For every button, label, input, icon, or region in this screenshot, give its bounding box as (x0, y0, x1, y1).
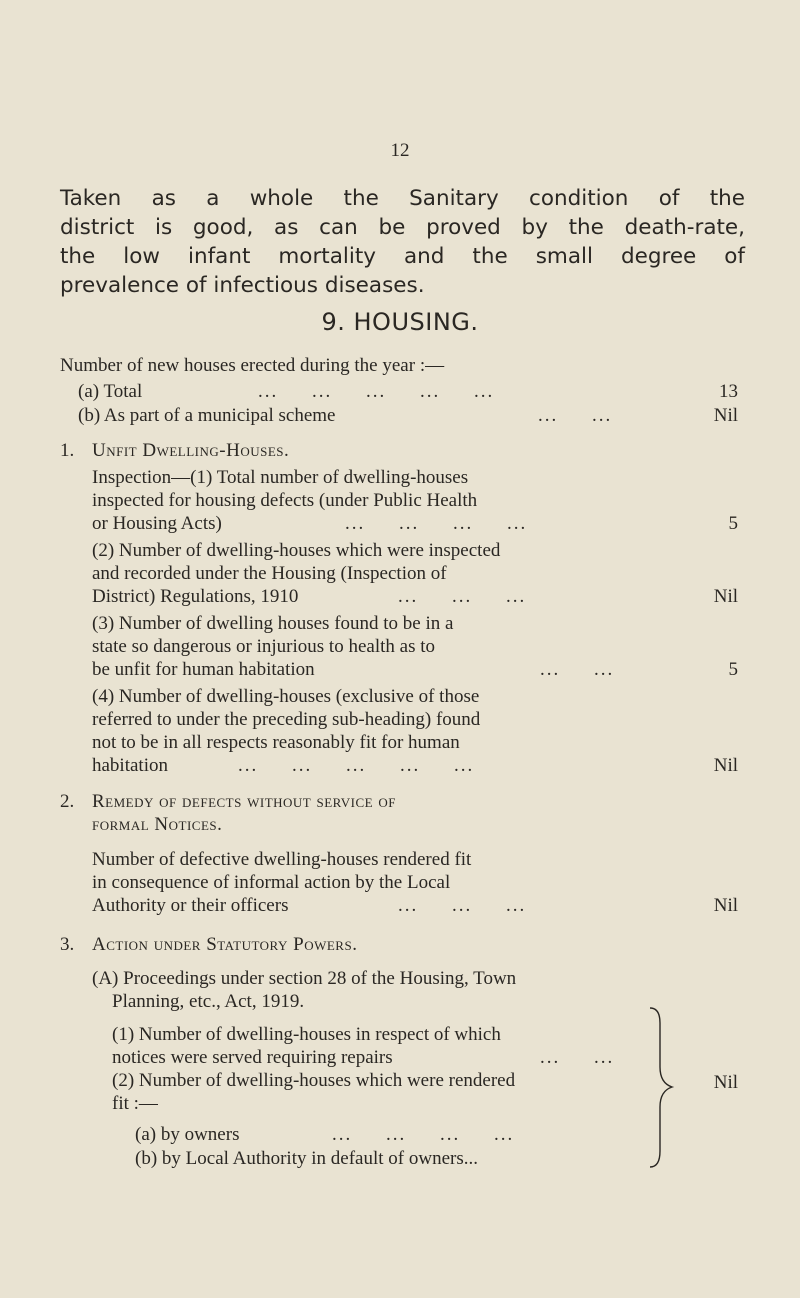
section3-sub-b: (b) by Local Authority in default of owners... (135, 1148, 478, 1169)
section-heading: 9. HOUSING. (321, 308, 479, 336)
leader-dots: ... ... ... ... ... (258, 381, 495, 402)
section1-item4-value: Nil (713, 755, 738, 776)
intro-line: prevalence of infectious diseases. (60, 273, 425, 298)
leader-dots: ... ... ... ... ... (238, 755, 475, 776)
section3-title: Action under Statutory Powers. (92, 934, 358, 955)
leader-dots: ... ... ... ... (332, 1124, 515, 1145)
section2-line: Number of defective dwelling-houses rendered fit (92, 849, 472, 870)
section1-item3-line: be unfit for human habitation (92, 659, 315, 680)
section1-item1-value: 5 (728, 513, 738, 534)
section3-a-line: Planning, etc., Act, 1919. (112, 991, 305, 1012)
new-houses-municipal-value: Nil (713, 405, 738, 426)
section3-p2-line: fit :— (112, 1093, 158, 1114)
section1-item3-line: (3) Number of dwelling houses found to be in a (92, 613, 454, 634)
section2-line: in consequence of informal action by the Local (92, 872, 451, 893)
curly-brace-icon (648, 1005, 678, 1170)
new-houses-total-label: (a) Total (78, 381, 143, 402)
new-houses-municipal-label: (b) As part of a municipal scheme (78, 405, 336, 426)
section1-item2-line: (2) Number of dwelling-houses which were inspected (92, 540, 501, 561)
leader-dots: ... ... (540, 1047, 615, 1068)
section2-number: 2. (60, 791, 75, 812)
section3-p1-line: (1) Number of dwelling-houses in respect of which (112, 1024, 501, 1045)
section3-p1-line: notices were served requiring repairs (112, 1047, 393, 1068)
section1-item4-line: not to be in all respects reasonably fit for human (92, 732, 460, 753)
section3-p2-line: (2) Number of dwelling-houses which were rendered (112, 1070, 516, 1091)
section1-item2-line: District) Regulations, 1910 (92, 586, 299, 607)
section1-item3-line: state so dangerous or injurious to health as to (92, 636, 435, 657)
section3-value: Nil (713, 1072, 738, 1093)
section1-item4-line: habitation (92, 755, 168, 776)
section1-title: Unfit Dwelling-Houses. (92, 440, 290, 461)
section1-item1-line: inspected for housing defects (under Public Health (92, 490, 478, 511)
section3-sub-a: (a) by owners (135, 1124, 240, 1145)
leader-dots: ... ... ... (398, 895, 527, 916)
leader-dots: ... ... ... ... (345, 513, 528, 534)
new-houses-total-value: 13 (719, 381, 738, 402)
section1-item1-line: Inspection—(1) Total number of dwelling-houses (92, 467, 469, 488)
section3-number: 3. (60, 934, 75, 955)
leader-dots: ... ... ... (398, 586, 527, 607)
leader-dots: ... ... (540, 659, 615, 680)
section1-item4-line: referred to under the preceding sub-heading) found (92, 709, 481, 730)
section2-line: Authority or their officers (92, 895, 289, 916)
section1-item2-value: Nil (713, 586, 738, 607)
section1-item1-line: or Housing Acts) (92, 513, 222, 534)
intro-line: the low infant mortality and the small degree of (60, 244, 745, 269)
intro-line: Taken as a whole the Sanitary condition of the (60, 186, 745, 211)
section3-a-line: (A) Proceedings under section 28 of the Housing, Town (92, 968, 517, 989)
section2-title: Remedy of defects without service of (92, 791, 396, 812)
section1-item2-line: and recorded under the Housing (Inspection of (92, 563, 447, 584)
section2-title: formal Notices. (92, 814, 223, 835)
leader-dots: ... ... (538, 405, 613, 426)
section1-number: 1. (60, 440, 75, 461)
intro-line: district is good, as can be proved by the death-rate, (60, 215, 745, 240)
new-houses-label: Number of new houses erected during the year :— (60, 355, 445, 376)
page-number: 12 (390, 140, 410, 161)
section1-item3-value: 5 (728, 659, 738, 680)
intro-paragraph (60, 184, 745, 300)
section2-value: Nil (713, 895, 738, 916)
section1-item4-line: (4) Number of dwelling-houses (exclusive of those (92, 686, 480, 707)
